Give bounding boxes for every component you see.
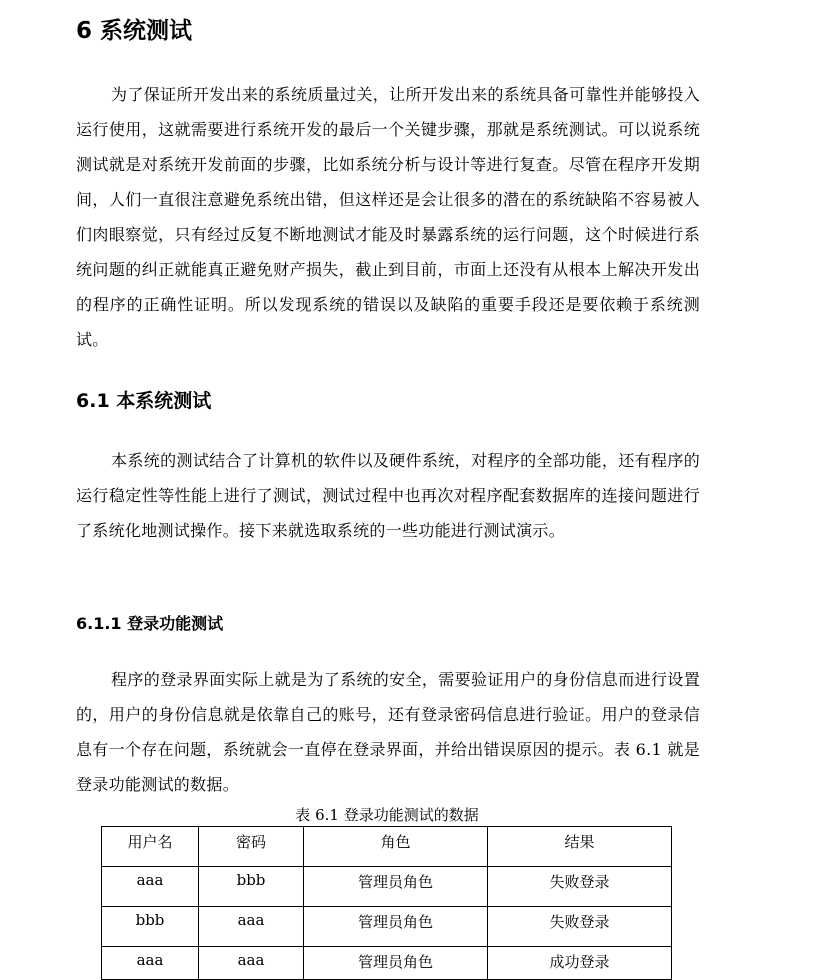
login-test-table [101, 826, 672, 980]
cell-result: 失败登录 [488, 907, 672, 947]
section-6-1-1-heading: 6.1.1 登录功能测试 [76, 614, 224, 633]
cell-role: 管理员角色 [304, 867, 488, 907]
chapter-heading: 6 系统测试 [76, 18, 193, 44]
table-row [102, 947, 672, 980]
header-role: 角色 [304, 827, 488, 867]
cell-password: aaa [199, 947, 304, 980]
table-header-row [102, 827, 672, 867]
table-row [102, 867, 672, 907]
cell-role: 管理员角色 [304, 907, 488, 947]
cell-result: 成功登录 [488, 947, 672, 980]
section-6-1-paragraph: 本系统的测试结合了计算机的软件以及硬件系统，对程序的全部功能，还有程序的运行稳定性等性能上进行了测试，测试过程中也再次对程序配套数据库的连接问题进行了系统化地测试操作。接下来就选取系统的一些功能进行测试演示。 [76, 451, 700, 540]
section-6-1-1-paragraph: 程序的登录界面实际上就是为了系统的安全，需要验证用户的身份信息而进行设置的，用户的身份信息就是依靠自己的账号，还有登录密码信息进行验证。用户的登录信息有一个存在问题，系统就会一直停在登录界面，并给出错误原因的提示。表 6.1 就是登录功能测试的数据。 [76, 670, 700, 794]
cell-role: 管理员角色 [304, 947, 488, 980]
cell-username: aaa [102, 947, 199, 980]
cell-username: aaa [102, 867, 199, 907]
section-6-1-heading: 6.1 本系统测试 [76, 390, 212, 412]
header-result: 结果 [488, 827, 672, 867]
header-password: 密码 [199, 827, 304, 867]
cell-username: bbb [102, 907, 199, 947]
table-caption: 表 6.1 登录功能测试的数据 [295, 806, 479, 824]
cell-password: aaa [199, 907, 304, 947]
cell-password: bbb [199, 867, 304, 907]
table-row [102, 907, 672, 947]
cell-result: 失败登录 [488, 867, 672, 907]
intro-paragraph: 为了保证所开发出来的系统质量过关，让所开发出来的系统具备可靠性并能够投入运行使用，这就需要进行系统开发的最后一个关键步骤，那就是系统测试。可以说系统测试就是对系统开发前面的步骤，比如系统分析与设计等进行复查。尽管在程序开发期间，人们一直很注意避免系统出错，但这样还是会让很多的潜在的系统缺陷不容易被人们肉眼察觉，只有经过反复不断地测试才能及时暴露系统的运行问题，这个时候进行系统问题的纠正就能真正避免财产损失，截止到目前，市面上还没有从根本上解决开发出的程序的正确性证明。所以发现系统的错误以及缺陷的重要手段还是要依赖于系统测试。 [76, 85, 700, 349]
header-username: 用户名 [102, 827, 199, 867]
